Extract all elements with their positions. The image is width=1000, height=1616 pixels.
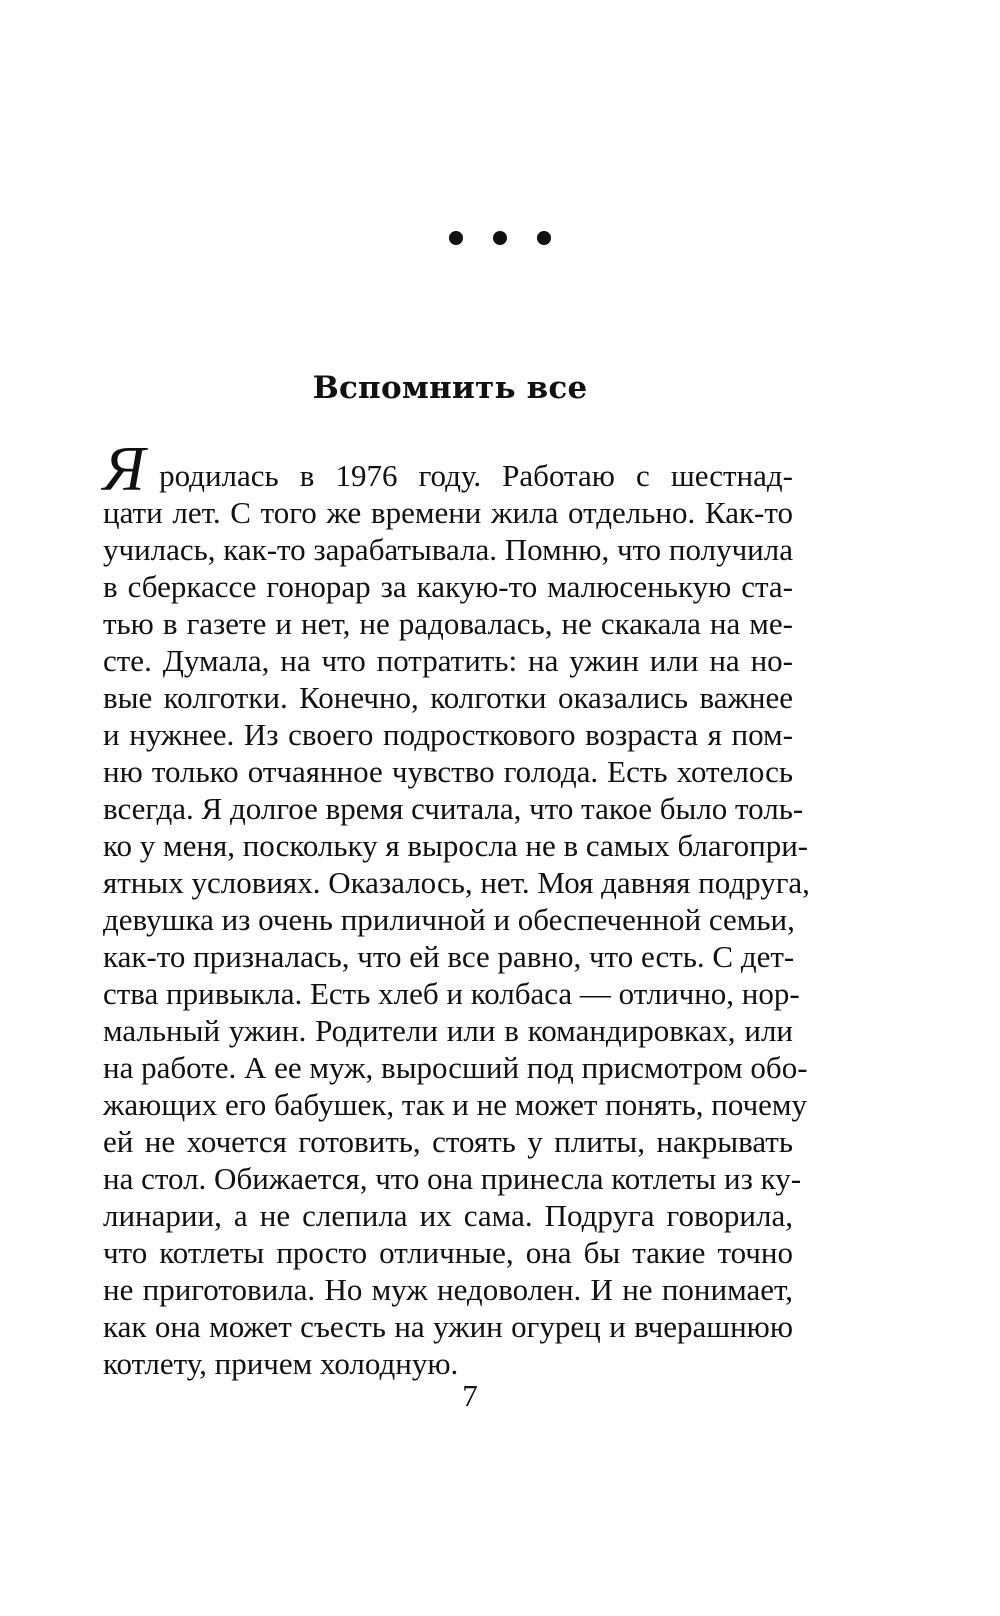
text-line bbox=[103, 433, 793, 504]
text-line: вые колготки. Конечно, колготки оказались важнее bbox=[103, 680, 793, 715]
text-line: и нужнее. Из своего подросткового возраста я пом- bbox=[103, 717, 793, 752]
text-line: на стол. Обижается, что она принесла котлеты из ку- bbox=[103, 1161, 802, 1196]
divider-dot bbox=[537, 231, 551, 245]
drop-cap: Я bbox=[103, 433, 146, 504]
text-line: мальный ужин. Родители или в командировках, или bbox=[103, 1013, 793, 1048]
text-line: котлету, причем холодную. bbox=[103, 1346, 459, 1381]
text-line: жающих его бабушек, так и не может понять, почему bbox=[103, 1087, 808, 1122]
text-line: на работе. А ее муж, выросший под присмотром обо- bbox=[103, 1050, 808, 1085]
text-line: ей не хочется готовить, стоять у плиты, накрывать bbox=[103, 1124, 793, 1159]
text-line: в сберкассе гонорар за какую-то малюсенькую ста- bbox=[103, 569, 793, 604]
section-divider bbox=[0, 231, 1000, 251]
text-line: не приготовила. Но муж недоволен. И не понимает, bbox=[103, 1272, 793, 1307]
text-line: что котлеты просто отличные, она бы такие точно bbox=[103, 1235, 793, 1270]
text-line: девушка из очень приличной и обеспеченной семьи, bbox=[103, 902, 795, 937]
text-line: ню только отчаянное чувство голода. Есть хотелось bbox=[103, 754, 793, 789]
page-number: 7 bbox=[462, 1378, 478, 1413]
text-line: как она может съесть на ужин огурец и вчерашнюю bbox=[103, 1309, 793, 1344]
text-line: тью в газете и нет, не радовалась, не скакала на ме- bbox=[103, 606, 793, 641]
text-line: линарии, а не слепила их сама. Подруга говорила, bbox=[103, 1198, 793, 1233]
divider-dot bbox=[493, 231, 507, 245]
chapter-body bbox=[103, 433, 810, 1382]
text-line: как-то призналась, что ей все равно, что есть. С дет- bbox=[103, 939, 795, 974]
text-line: ятных условиях. Оказалось, нет. Моя давняя подруга, bbox=[103, 865, 810, 900]
text-line: училась, как-то зарабатывала. Помню, что получила bbox=[103, 532, 793, 567]
text-line: сте. Думала, на что потратить: на ужин или на но- bbox=[103, 643, 793, 678]
chapter-title: Вспомнить все bbox=[312, 370, 588, 406]
text-line: ства привыкла. Есть хлеб и колбаса — отлично, нор- bbox=[103, 976, 800, 1011]
divider-dot bbox=[449, 231, 463, 245]
text-line: всегда. Я долгое время считала, что такое было толь- bbox=[103, 791, 804, 826]
text-line: ко у меня, поскольку я выросла не в самых благопри- bbox=[103, 828, 809, 863]
text-line: цати лет. С того же времени жила отдельно. Как-то bbox=[103, 495, 793, 530]
line-text: родилась в 1976 году. Работаю с шестнад- bbox=[159, 458, 793, 493]
